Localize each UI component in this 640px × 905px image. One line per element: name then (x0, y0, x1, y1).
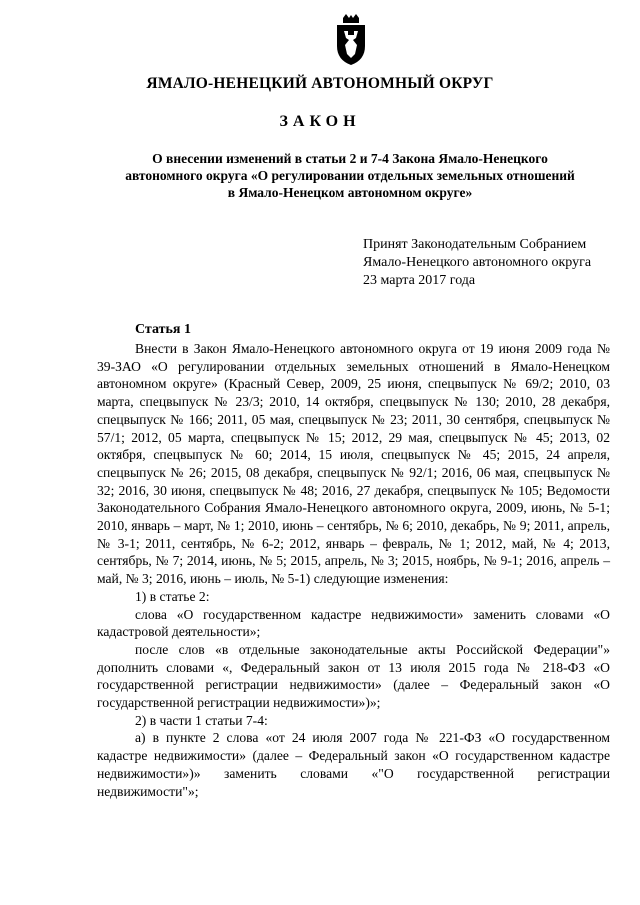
document-type: ЗАКОН (279, 113, 361, 130)
paragraph: 1) в статье 2: (135, 588, 210, 604)
article-body (97, 340, 610, 800)
law-title: О внесении изменений в статьи 2 и 7-4 Закона Ямало-Ненецкого автономного округа «О регулировании отдельных земельных отношений в Ямало-Ненецком автономном округе» (125, 151, 575, 200)
paragraph: слова «О государственном кадастре недвижимости» заменить словами «О кадастровой деятельности»; (97, 606, 610, 640)
paragraph: после слов «в отдельные законодательные акты Российской Федерации"» дополнить словами «, Федеральный закон от 13 июля 2015 года № 218-ФЗ «О государственной регистрации недвижимости» (далее – Федеральный закон «О государственной регистрации недвижимости»)»; (97, 641, 610, 711)
paragraph: Внести в Закон Ямало-Ненецкого автономного округа от 19 июня 2009 года № 39-ЗАО «О регулировании отдельных земельных отношений в Ямало-Ненецком автономном округе» (Красный Север, 2009, 25 июня, спецвыпуск № 69/2; 2010, 03 марта, спецвыпуск № 23/3; 2010, 14 октября, спецвыпуск № 130; 2010, 28 декабря, спецвыпуск № 166; 2011, 05 мая, спецвыпуск № 23; 2011, 30 сентября, спецвыпуск № 57/1; 2012, 05 марта, спецвыпуск № 15; 2012, 29 мая, спецвыпуск № 45; 2013, 02 октября, спецвыпуск № 60; 2014, 15 июля, спецвыпуск № 45; 2015, 24 апреля, спецвыпуск № 26; 2015, 08 декабря, спецвыпуск № 92/1; 2016, 06 мая, спецвыпуск № 32; 2016, 30 июня, спецвыпуск № 48; 2016, 27 декабря, спецвыпуск № 105; Ведомости Законодательного Собрания Ямало-Ненецкого автономного округа, 2009, июнь, № 5-1; 2010, январь – март, № 1; 2010, июнь – сентябрь, № 6; 2010, декабрь, № 9; 2011, апрель, № 3-1; 2011, сентябрь, № 6-2; 2012, январь – февраль, № 1; 2012, май, № 4; 2013, сентябрь, № 7; 2014, июнь, № 5; 2015, апрель, № 3; 2015, ноябрь, № 9-1; 2016, апрель – май, № 3; 2016, июнь – июль, № 5-1) следующие изменения: (97, 341, 610, 587)
article-heading: Статья 1 (135, 322, 191, 337)
adoption-line: Ямало-Ненецкого автономного округа (363, 255, 592, 270)
adoption-line: Принят Законодательным Собранием (363, 237, 587, 252)
region-name: ЯМАЛО-НЕНЕЦКИЙ АВТОНОМНЫЙ ОКРУГ (146, 75, 494, 92)
adoption-date: 23 марта 2017 года (363, 273, 476, 288)
adoption-info (363, 236, 633, 290)
paragraph: 2) в части 1 статьи 7-4: (135, 712, 268, 728)
coat-of-arms-icon (333, 14, 369, 66)
paragraph: а) в пункте 2 слова «от 24 июля 2007 года № 221-ФЗ «О государственном кадастре недвижимости» (далее – Федеральный закон «О государственном кадастре недвижимости»)» заменить словами «"О государственной регистрации недвижимости"»; (97, 730, 610, 799)
